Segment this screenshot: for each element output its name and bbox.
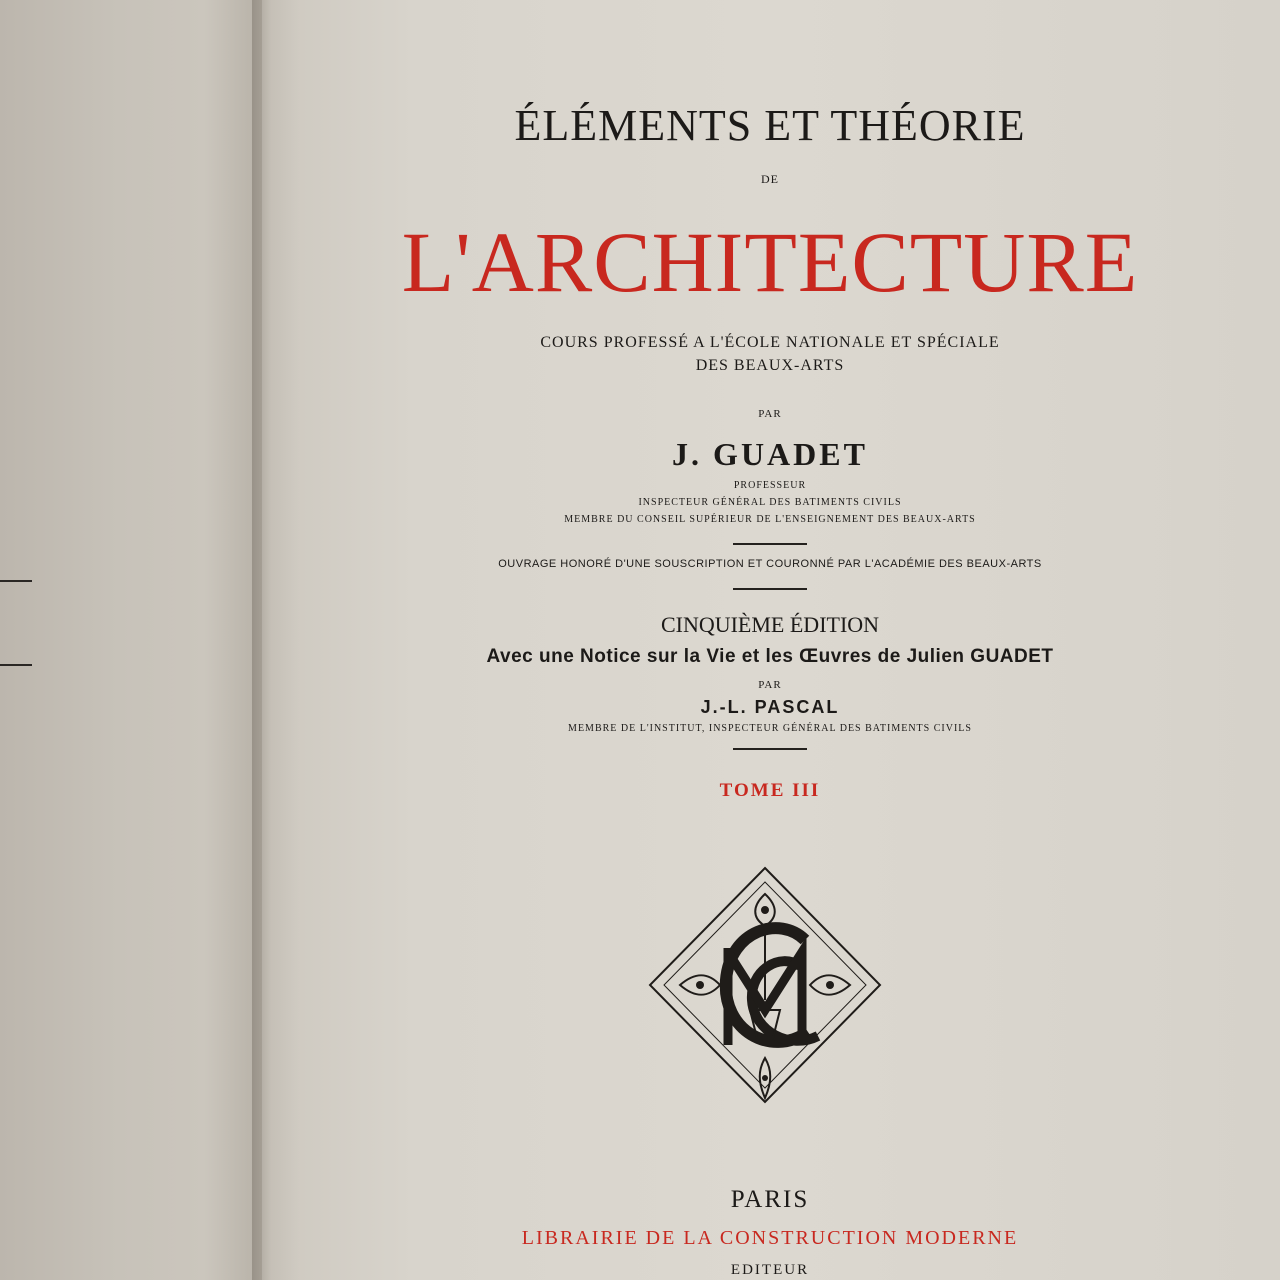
publisher-monogram-emblem (640, 860, 890, 1110)
tome-label: TOME III (719, 780, 821, 801)
divider-rule (733, 588, 807, 590)
editeur-label: EDITEUR (730, 1262, 810, 1278)
edition-line: CINQUIÈME ÉDITION (660, 612, 880, 637)
main-title: L'ARCHITECTURE (401, 214, 1139, 310)
divider-rule (733, 748, 807, 750)
divider-rule (733, 543, 807, 545)
title-line-1: ÉLÉMENTS ET THÉORIE (514, 101, 1026, 150)
publisher-name: LIBRAIRIE DE LA CONSTRUCTION MODERNE (521, 1227, 1019, 1249)
author-role-3: MEMBRE DU CONSEIL SUPÉRIEUR DE L'ENSEIGNEMENT DES BEAUX-ARTS (564, 514, 976, 525)
book-gutter-shadow (252, 0, 300, 1280)
honor-line: OUVRAGE HONORÉ D'UNE SOUSCRIPTION ET COURONNÉ PAR L'ACADÉMIE DES BEAUX-ARTS (498, 558, 1042, 570)
author-role-1: PROFESSEUR (733, 480, 807, 491)
course-line-1: COURS PROFESSÉ A L'ÉCOLE NATIONALE ET SPÉCIALE (540, 334, 1000, 351)
par-label: PAR (758, 679, 782, 691)
author-role-2: INSPECTEUR GÉNÉRAL DES BATIMENTS CIVILS (638, 497, 902, 508)
left-page-rule (0, 580, 32, 582)
pascal-name: J.-L. PASCAL (700, 697, 840, 717)
left-page-rule (0, 664, 32, 666)
notice-line: Avec une Notice sur la Vie et les Œuvres de Julien GUADET (486, 646, 1054, 667)
pascal-role: MEMBRE DE L'INSTITUT, INSPECTEUR GÉNÉRAL DES BATIMENTS CIVILS (568, 723, 972, 734)
par-label: PAR (758, 408, 782, 420)
left-page (0, 0, 262, 1280)
author-name: J. GUADET (672, 436, 868, 472)
city-label: PARIS (730, 1186, 810, 1213)
title-de: DE (761, 172, 779, 186)
course-line-2: DES BEAUX-ARTS (695, 357, 845, 374)
